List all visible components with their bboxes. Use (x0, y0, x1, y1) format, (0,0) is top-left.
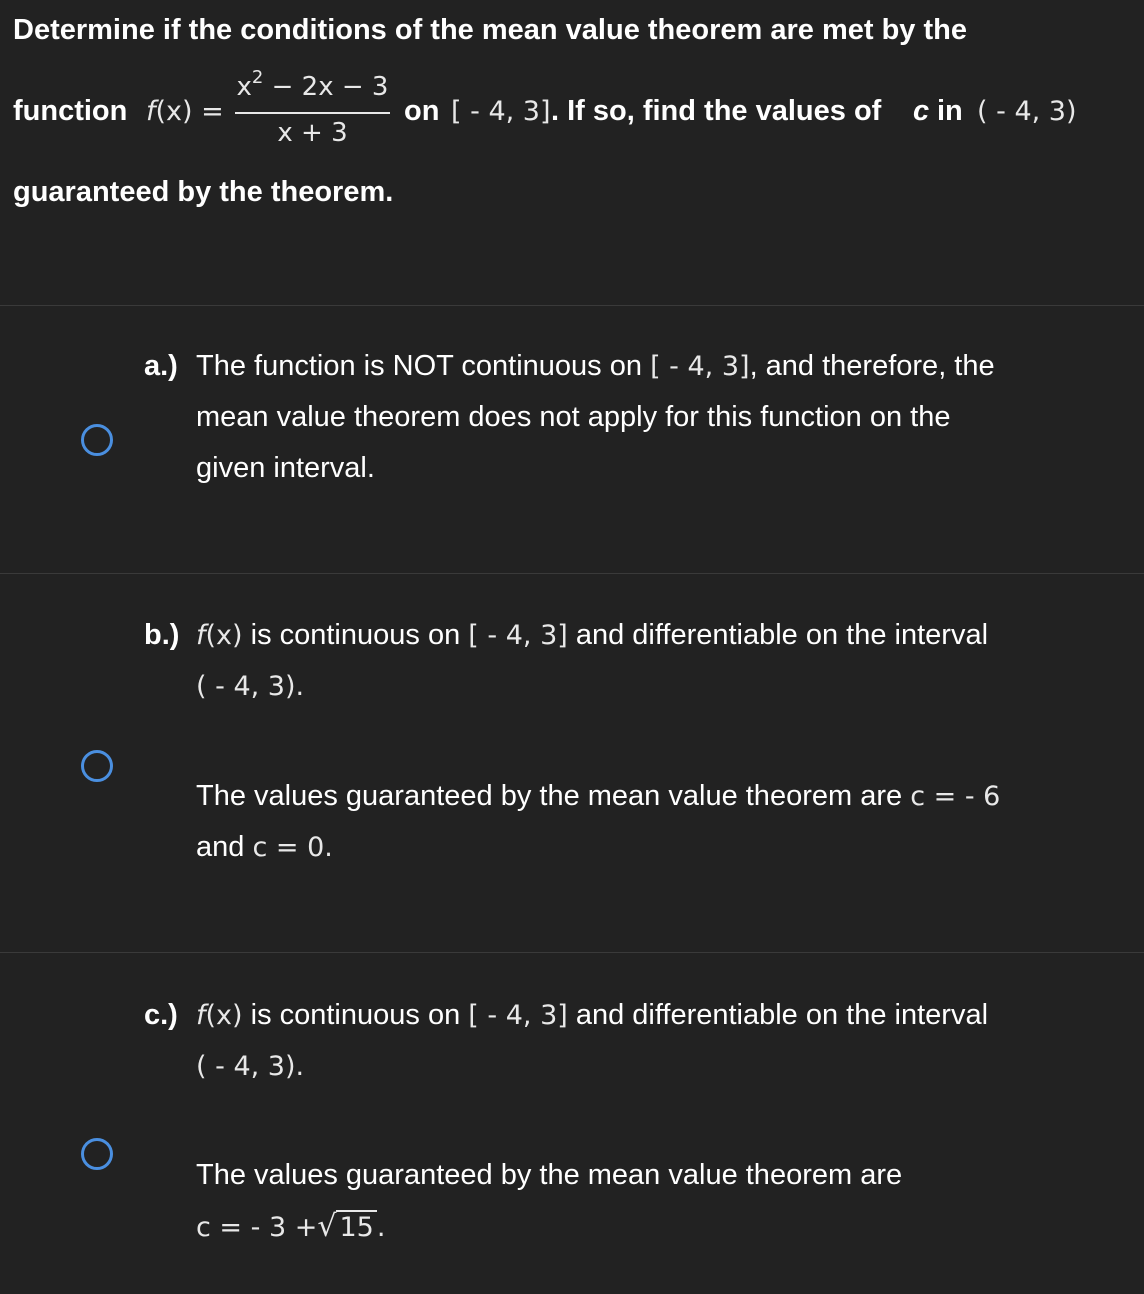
fraction-denominator: x + 3 (277, 118, 348, 148)
fraction-bar (235, 112, 390, 114)
question-in-word: in (937, 95, 963, 127)
option-c-label: c.) (144, 999, 178, 1031)
question-if-so-text: . If so, find the values of (551, 95, 882, 127)
question-on-word: on (404, 95, 440, 127)
option-b-values-line-2: and c = 0. (196, 831, 333, 863)
question-line-3: guaranteed by the theorem. (13, 176, 394, 208)
answer-option-a[interactable] (0, 306, 1144, 573)
option-c-line-1: f(x) is continuous on [ - 4, 3] and differentiable on the interval (196, 999, 989, 1031)
radio-option-a[interactable] (81, 424, 113, 456)
question-closed-interval: [ - 4, 3] (451, 96, 551, 127)
answer-option-c[interactable] (0, 953, 1144, 1294)
question-open-interval: ( - 4, 3) (977, 96, 1077, 127)
function-fraction (235, 66, 390, 156)
option-b-label: b.) (144, 619, 180, 651)
question-prompt (13, 0, 1133, 306)
option-b-text (196, 610, 1126, 712)
option-c-text (196, 990, 1126, 1092)
option-b-line-1: f(x) is continuous on [ - 4, 3] and differentiable on the interval (196, 619, 989, 651)
option-a-line-2: mean value theorem does not apply for this function on the (196, 401, 951, 433)
option-c-open-interval: ( - 4, 3). (196, 1051, 305, 1082)
option-a-label: a.) (144, 350, 178, 382)
option-a-text (196, 341, 1126, 494)
option-c-values-line-1: The values guaranteed by the mean value theorem are (196, 1159, 903, 1191)
question-function-word: function (13, 95, 128, 127)
sqrt-icon: √ 15 (317, 1201, 376, 1253)
radio-option-b[interactable] (81, 750, 113, 782)
radio-option-c[interactable] (81, 1138, 113, 1170)
option-b-open-interval: ( - 4, 3). (196, 671, 305, 702)
fraction-numerator: $x^2 - 2x - 3$ (236, 67, 389, 102)
option-b-values-line-1: The values guaranteed by the mean value theorem are c = - 6 (196, 780, 1001, 812)
function-notation: f(x) = (146, 96, 224, 127)
option-a-line-1: The function is NOT continuous on [ - 4, 3], and therefore, the (196, 350, 995, 382)
option-a-interval: [ - 4, 3] (650, 351, 750, 382)
question-line-1: Determine if the conditions of the mean value theorem are met by the (13, 14, 967, 46)
option-b-c1: c = - 6 (910, 781, 1001, 812)
question-c-variable: c (913, 95, 930, 127)
answer-option-b[interactable] (0, 574, 1144, 952)
option-b-c2: c = 0. (252, 832, 333, 863)
option-a-line-3: given interval. (196, 452, 375, 484)
option-c-value-expression: c = - 3 +√ 15 . (196, 1201, 1126, 1253)
option-c-values (196, 1150, 1126, 1253)
option-b-values (196, 771, 1126, 873)
